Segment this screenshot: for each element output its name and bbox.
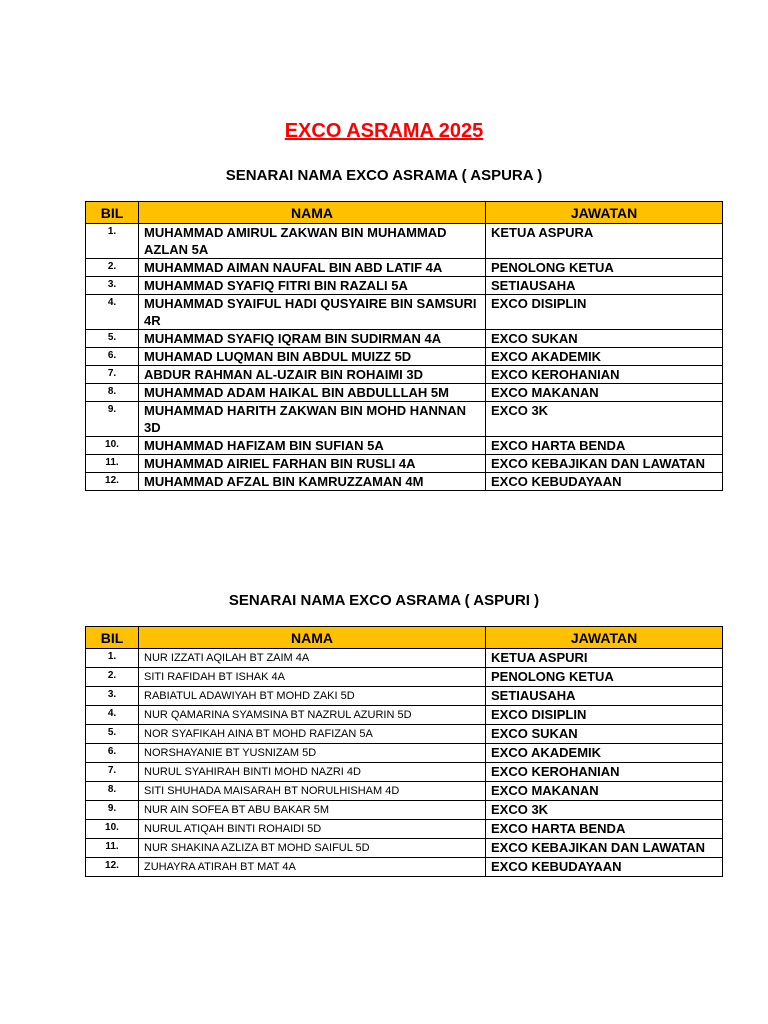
table-row <box>86 668 723 687</box>
aspura-table <box>85 201 723 491</box>
table-row <box>86 763 723 782</box>
table-row <box>86 348 723 366</box>
row-name: SITI SHUHADA MAISARAH BT NORULHISHAM 4D <box>139 782 486 801</box>
row-number: 11. <box>86 455 139 473</box>
table-row <box>86 820 723 839</box>
page-title: EXCO ASRAMA 2025 <box>284 120 484 142</box>
row-number: 12. <box>86 858 139 877</box>
table-row <box>86 437 723 455</box>
aspuri-subtitle: SENARAI NAMA EXCO ASRAMA ( ASPURI ) <box>228 592 540 609</box>
row-position: EXCO 3K <box>486 801 723 820</box>
row-number: 1. <box>86 649 139 668</box>
table-header-row <box>86 202 723 224</box>
table-row <box>86 366 723 384</box>
row-position: EXCO KEBAJIKAN DAN LAWATAN <box>486 839 723 858</box>
row-position: EXCO KEBAJIKAN DAN LAWATAN <box>486 455 723 473</box>
row-number: 6. <box>86 744 139 763</box>
row-number: 2. <box>86 668 139 687</box>
table-row <box>86 402 723 437</box>
row-name: MUHAMMAD AMIRUL ZAKWAN BIN MUHAMMAD AZLAN 5A <box>139 224 486 259</box>
row-number: 11. <box>86 839 139 858</box>
row-position: EXCO KEROHANIAN <box>486 763 723 782</box>
row-number: 4. <box>86 706 139 725</box>
table-header-row <box>86 627 723 649</box>
row-position: PENOLONG KETUA <box>486 668 723 687</box>
row-number: 4. <box>86 295 139 330</box>
row-number: 9. <box>86 402 139 437</box>
row-name: NORSHAYANIE BT YUSNIZAM 5D <box>139 744 486 763</box>
row-position: EXCO SUKAN <box>486 725 723 744</box>
header-jawatan: JAWATAN <box>486 202 723 224</box>
table-row <box>86 259 723 277</box>
row-position: SETIAUSAHA <box>486 687 723 706</box>
row-number: 3. <box>86 277 139 295</box>
row-number: 7. <box>86 763 139 782</box>
row-number: 9. <box>86 801 139 820</box>
row-position: EXCO AKADEMIK <box>486 348 723 366</box>
table-row <box>86 224 723 259</box>
table-row <box>86 839 723 858</box>
row-name: NUR IZZATI AQILAH BT ZAIM 4A <box>139 649 486 668</box>
table-row <box>86 858 723 877</box>
row-name: ABDUR RAHMAN AL-UZAIR BIN ROHAIMI 3D <box>139 366 486 384</box>
row-name: MUHAMAD LUQMAN BIN ABDUL MUIZZ 5D <box>139 348 486 366</box>
row-position: EXCO MAKANAN <box>486 384 723 402</box>
row-position: EXCO HARTA BENDA <box>486 820 723 839</box>
header-bil: BIL <box>86 202 139 224</box>
row-name: MUHAMMAD SYAIFUL HADI QUSYAIRE BIN SAMSURI 4R <box>139 295 486 330</box>
row-name: MUHAMMAD AIRIEL FARHAN BIN RUSLI 4A <box>139 455 486 473</box>
row-name: MUHAMMAD HAFIZAM BIN SUFIAN 5A <box>139 437 486 455</box>
table-row <box>86 455 723 473</box>
row-name: MUHAMMAD AIMAN NAUFAL BIN ABD LATIF 4A <box>139 259 486 277</box>
header-nama: NAMA <box>139 627 486 649</box>
row-name: NOR SYAFIKAH AINA BT MOHD RAFIZAN 5A <box>139 725 486 744</box>
row-name: MUHAMMAD ADAM HAIKAL BIN ABDULLLAH 5M <box>139 384 486 402</box>
row-position: EXCO KEBUDAYAAN <box>486 473 723 491</box>
row-number: 7. <box>86 366 139 384</box>
row-position: EXCO HARTA BENDA <box>486 437 723 455</box>
row-number: 6. <box>86 348 139 366</box>
row-number: 8. <box>86 782 139 801</box>
table-row <box>86 473 723 491</box>
table-row <box>86 649 723 668</box>
row-name: NUR SHAKINA AZLIZA BT MOHD SAIFUL 5D <box>139 839 486 858</box>
row-name: MUHAMMAD SYAFIQ IQRAM BIN SUDIRMAN 4A <box>139 330 486 348</box>
row-number: 10. <box>86 820 139 839</box>
table-row <box>86 744 723 763</box>
row-position: KETUA ASPURI <box>486 649 723 668</box>
row-name: MUHAMMAD HARITH ZAKWAN BIN MOHD HANNAN 3D <box>139 402 486 437</box>
table-row <box>86 801 723 820</box>
row-number: 12. <box>86 473 139 491</box>
table-row <box>86 277 723 295</box>
row-position: KETUA ASPURA <box>486 224 723 259</box>
row-name: RABIATUL ADAWIYAH BT MOHD ZAKI 5D <box>139 687 486 706</box>
header-jawatan: JAWATAN <box>486 627 723 649</box>
row-name: MUHAMMAD SYAFIQ FITRI BIN RAZALI 5A <box>139 277 486 295</box>
row-number: 5. <box>86 330 139 348</box>
table-row <box>86 782 723 801</box>
row-position: EXCO DISIPLIN <box>486 706 723 725</box>
table-row <box>86 706 723 725</box>
row-number: 5. <box>86 725 139 744</box>
header-nama: NAMA <box>139 202 486 224</box>
table-row <box>86 295 723 330</box>
table-row <box>86 725 723 744</box>
row-number: 2. <box>86 259 139 277</box>
row-name: NURUL ATIQAH BINTI ROHAIDI 5D <box>139 820 486 839</box>
table-row <box>86 687 723 706</box>
row-name: MUHAMMAD AFZAL BIN KAMRUZZAMAN 4M <box>139 473 486 491</box>
row-name: NUR AIN SOFEA BT ABU BAKAR 5M <box>139 801 486 820</box>
row-number: 3. <box>86 687 139 706</box>
row-position: EXCO 3K <box>486 402 723 437</box>
row-name: SITI RAFIDAH BT ISHAK 4A <box>139 668 486 687</box>
row-number: 8. <box>86 384 139 402</box>
row-name: NUR QAMARINA SYAMSINA BT NAZRUL AZURIN 5D <box>139 706 486 725</box>
row-position: PENOLONG KETUA <box>486 259 723 277</box>
row-position: SETIAUSAHA <box>486 277 723 295</box>
row-position: EXCO MAKANAN <box>486 782 723 801</box>
row-number: 10. <box>86 437 139 455</box>
row-position: EXCO DISIPLIN <box>486 295 723 330</box>
aspuri-table <box>85 626 723 877</box>
aspura-subtitle: SENARAI NAMA EXCO ASRAMA ( ASPURA ) <box>225 167 543 184</box>
row-number: 1. <box>86 224 139 259</box>
header-bil: BIL <box>86 627 139 649</box>
row-position: EXCO KEROHANIAN <box>486 366 723 384</box>
row-position: EXCO AKADEMIK <box>486 744 723 763</box>
row-name: NURUL SYAHIRAH BINTI MOHD NAZRI 4D <box>139 763 486 782</box>
row-name: ZUHAYRA ATIRAH BT MAT 4A <box>139 858 486 877</box>
row-position: EXCO SUKAN <box>486 330 723 348</box>
table-row <box>86 384 723 402</box>
table-row <box>86 330 723 348</box>
row-position: EXCO KEBUDAYAAN <box>486 858 723 877</box>
